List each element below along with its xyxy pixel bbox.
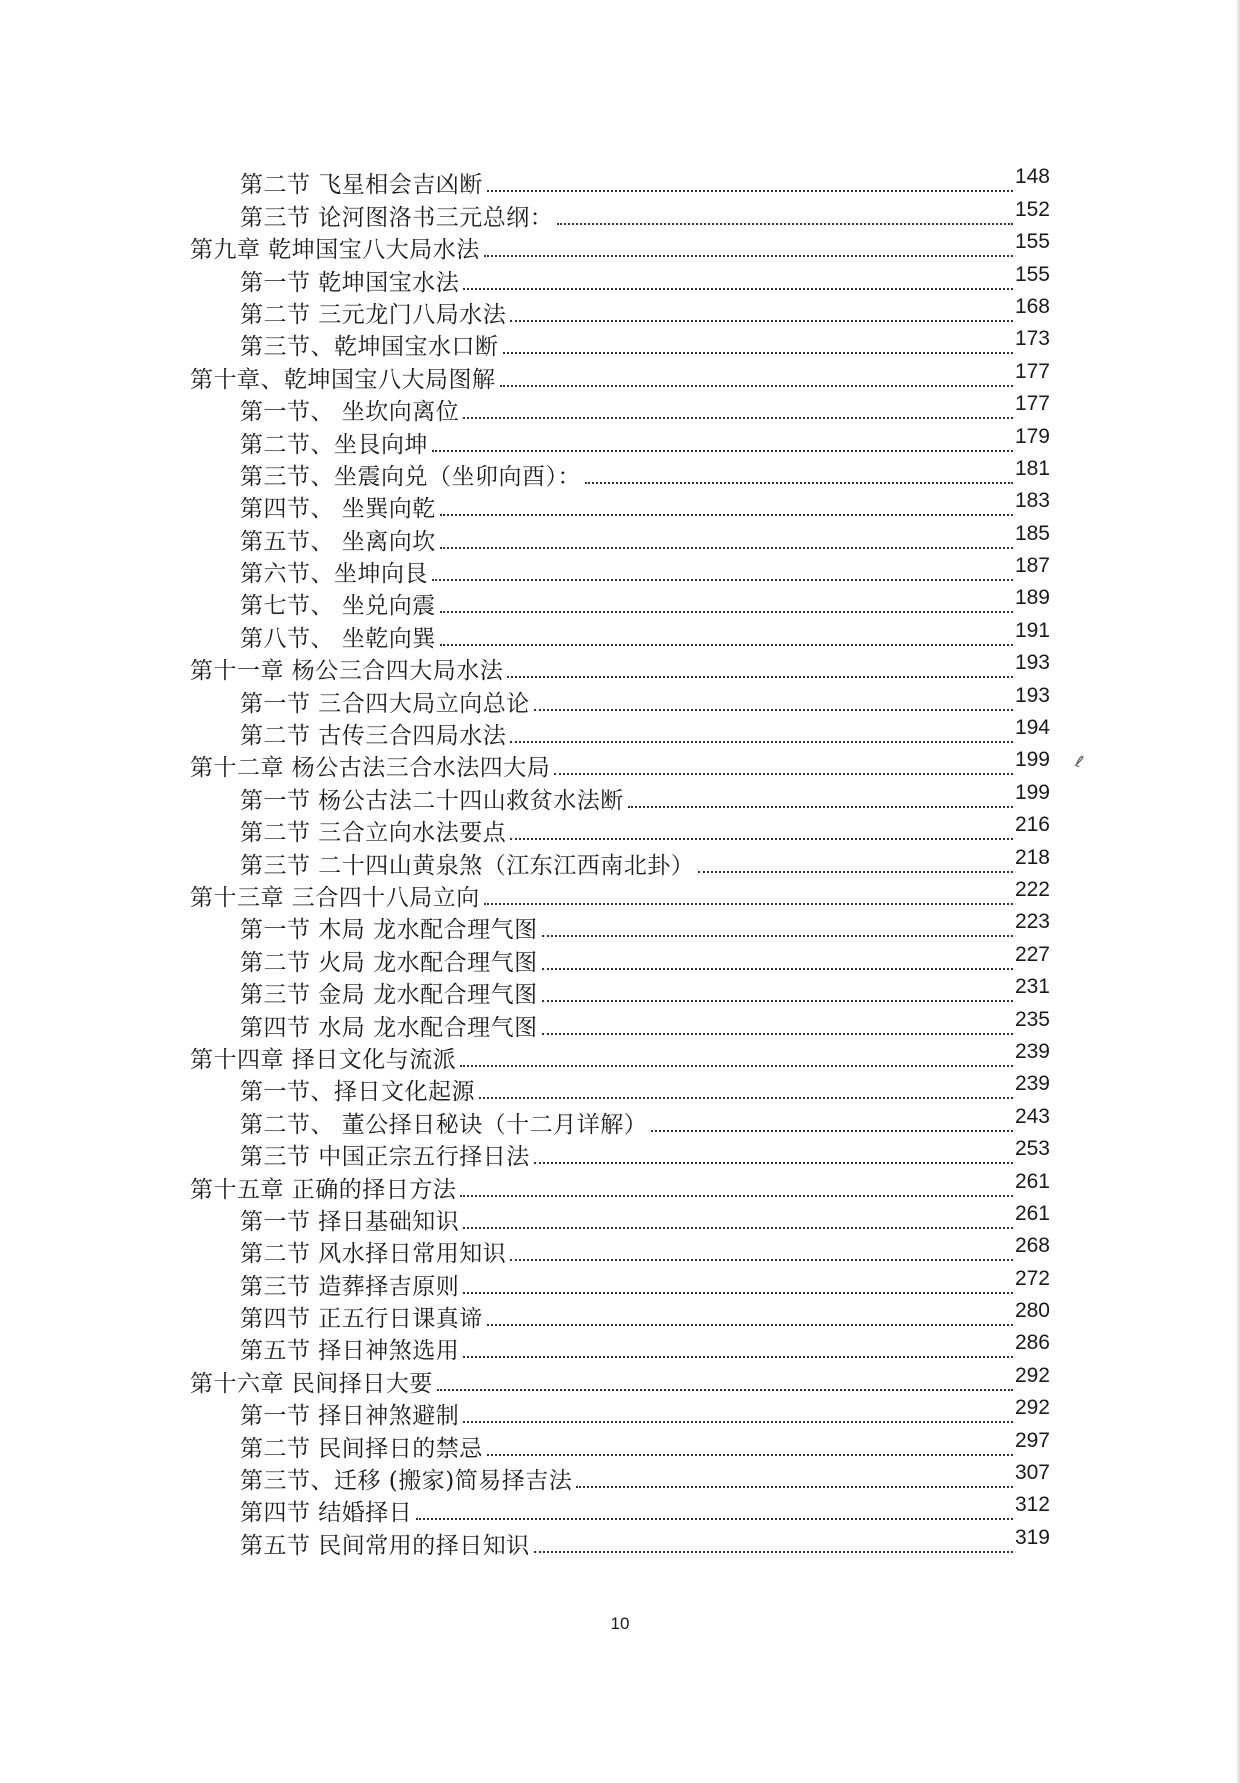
toc-entry-page: 148 — [1014, 165, 1050, 189]
toc-dot-leader — [440, 611, 1013, 613]
toc-dot-leader — [432, 579, 1013, 581]
toc-dot-leader — [542, 968, 1013, 970]
toc-dot-leader — [487, 190, 1013, 192]
toc-entry-title: 第二节、坐艮向坤 — [240, 431, 428, 458]
toc-entry-title: 第三节 造葬择吉原则 — [240, 1273, 460, 1300]
toc-entry-title: 第一节 乾坤国宝水法 — [240, 269, 460, 296]
toc-entry-title: 第五节 择日神煞选用 — [240, 1338, 460, 1365]
toc-section-entry — [190, 197, 1050, 232]
toc-section-entry — [190, 618, 1050, 653]
toc-entry-page: 189 — [1014, 586, 1050, 610]
toc-entry-title: 第一节 择日神煞避制 — [240, 1403, 460, 1430]
page-number: 10 — [610, 1614, 630, 1633]
toc-dot-leader — [437, 1389, 1013, 1391]
toc-section-entry — [190, 1137, 1050, 1172]
toc-dot-leader — [576, 1486, 1013, 1488]
toc-dot-leader — [460, 1065, 1013, 1067]
toc-section-entry — [190, 780, 1050, 815]
toc-entry-page: 179 — [1014, 424, 1050, 448]
toc-entry-page: 155 — [1014, 230, 1050, 254]
toc-section-entry — [190, 813, 1050, 848]
toc-dot-leader — [487, 1324, 1013, 1326]
toc-entry-title: 第五节、 坐离向坎 — [240, 528, 436, 555]
toc-entry-title: 第八节、 坐乾向巽 — [240, 625, 436, 652]
toc-entry-page: 193 — [1014, 651, 1050, 675]
toc-entry-title: 第二节 风水择日常用知识 — [240, 1241, 507, 1268]
toc-dot-leader — [440, 514, 1013, 516]
toc-entry-title: 第一节 择日基础知识 — [240, 1208, 460, 1235]
toc-entry-title: 第十一章 杨公三合四大局水法 — [190, 658, 504, 685]
toc-section-entry — [190, 1007, 1050, 1042]
toc-entry-page: 261 — [1014, 1201, 1050, 1225]
toc-entry-page: 199 — [1014, 748, 1050, 772]
toc-dot-leader — [463, 417, 1013, 419]
toc-entry-title: 第十三章 三合四十八局立向 — [190, 884, 480, 911]
toc-entry-title: 第十章、乾坤国宝八大局图解 — [190, 366, 496, 393]
toc-entry-page: 280 — [1014, 1299, 1050, 1323]
toc-entry-page: 216 — [1014, 813, 1050, 837]
toc-entry-page: 152 — [1014, 197, 1050, 221]
toc-entry-page: 177 — [1014, 392, 1050, 416]
toc-section-entry — [190, 489, 1050, 524]
toc-dot-leader — [510, 838, 1013, 840]
toc-section-entry — [190, 683, 1050, 718]
toc-entry-title: 第十二章 杨公古法三合水法四大局 — [190, 755, 551, 782]
toc-dot-leader — [542, 1033, 1013, 1035]
toc-section-entry — [190, 1299, 1050, 1334]
toc-dot-leader — [463, 1356, 1013, 1358]
toc-chapter-entry — [190, 1363, 1050, 1398]
toc-entry-title: 第四节 结婚择日 — [240, 1500, 413, 1527]
toc-entry-title: 第三节、迁移 (搬家)简易择吉法 — [240, 1468, 573, 1495]
toc-chapter-entry — [190, 1169, 1050, 1204]
toc-entry-page: 193 — [1014, 683, 1050, 707]
toc-entry-page: 194 — [1014, 716, 1050, 740]
toc-entry-page: 292 — [1014, 1363, 1050, 1387]
toc-entry-page: 239 — [1014, 1039, 1050, 1063]
toc-entry-page: 177 — [1014, 359, 1050, 383]
toc-entry-page: 286 — [1014, 1331, 1050, 1355]
toc-entry-title: 第二节 火局 龙水配合理气图 — [240, 949, 538, 976]
toc-dot-leader — [500, 385, 1013, 387]
toc-entry-title: 第一节、 坐坎向离位 — [240, 399, 460, 426]
toc-entry-title: 第十五章 正确的择日方法 — [190, 1176, 457, 1203]
toc-section-entry — [190, 392, 1050, 427]
toc-entry-page: 235 — [1014, 1007, 1050, 1031]
toc-entry-title: 第九章 乾坤国宝八大局水法 — [190, 237, 480, 264]
toc-section-entry — [190, 1461, 1050, 1496]
toc-entry-page: 227 — [1014, 942, 1050, 966]
toc-section-entry — [190, 554, 1050, 589]
toc-dot-leader — [484, 903, 1013, 905]
toc-section-entry — [190, 975, 1050, 1010]
toc-dot-leader — [698, 871, 1013, 873]
toc-dot-leader — [542, 1000, 1013, 1002]
toc-dot-leader — [484, 255, 1013, 257]
toc-entry-title: 第十四章 择日文化与流派 — [190, 1046, 457, 1073]
toc-entry-title: 第六节、坐坤向艮 — [240, 561, 428, 588]
page-edge-shadow — [1236, 0, 1240, 1783]
toc-dot-leader — [487, 1454, 1013, 1456]
toc-section-entry — [190, 1396, 1050, 1431]
toc-dot-leader — [510, 741, 1013, 743]
toc-entry-page: 168 — [1014, 294, 1050, 318]
toc-chapter-entry — [190, 359, 1050, 394]
toc-section-entry — [190, 165, 1050, 200]
toc-dot-leader — [503, 352, 1013, 354]
toc-entry-title: 第七节、 坐兑向震 — [240, 593, 436, 620]
toc-dot-leader — [463, 288, 1013, 290]
toc-section-entry — [190, 456, 1050, 492]
toc-section-entry — [190, 1201, 1050, 1237]
toc-entry-title: 第三节、乾坤国宝水口断 — [240, 334, 499, 361]
toc-section-entry — [190, 424, 1050, 459]
toc-entry-page: 191 — [1014, 618, 1050, 642]
toc-chapter-entry — [190, 1039, 1050, 1075]
toc-entry-title: 第二节 三元龙门八局水法 — [240, 301, 507, 328]
toc-entry-title: 第三节 金局 龙水配合理气图 — [240, 982, 538, 1009]
toc-section-entry — [190, 1428, 1050, 1463]
toc-chapter-entry — [190, 230, 1050, 265]
toc-dot-leader — [510, 1259, 1013, 1261]
toc-dot-leader — [534, 1162, 1013, 1164]
toc-section-entry — [190, 1493, 1050, 1528]
toc-entry-title: 第四节 水局 龙水配合理气图 — [240, 1014, 538, 1041]
table-of-contents — [190, 165, 1050, 1561]
toc-entry-page: 173 — [1014, 327, 1050, 351]
toc-dot-leader — [585, 482, 1013, 484]
toc-entry-page: 239 — [1014, 1072, 1050, 1096]
toc-entry-title: 第三节 二十四山黄泉煞（江东江西南北卦） — [240, 852, 695, 879]
toc-section-entry — [190, 1331, 1050, 1366]
toc-entry-page: 268 — [1014, 1234, 1050, 1258]
toc-dot-leader — [534, 709, 1013, 711]
toc-dot-leader — [416, 1518, 1013, 1520]
toc-entry-title: 第三节、坐震向兑（坐卯向酉）： — [240, 463, 581, 490]
toc-dot-leader — [440, 644, 1013, 646]
toc-section-entry — [190, 1104, 1050, 1139]
toc-entry-page: 155 — [1014, 262, 1050, 286]
toc-section-entry — [190, 845, 1050, 880]
toc-chapter-entry — [190, 748, 1050, 783]
toc-entry-title: 第二节 民间择日的禁忌 — [240, 1435, 483, 1462]
toc-dot-leader — [463, 1421, 1013, 1423]
toc-entry-title: 第四节、 坐巽向乾 — [240, 496, 436, 523]
toc-entry-page: 183 — [1014, 489, 1050, 513]
toc-entry-title: 第三节 中国正宗五行择日法 — [240, 1144, 530, 1171]
toc-entry-title: 第三节 论河图洛书三元总纲： — [240, 204, 554, 231]
toc-entry-page: 199 — [1014, 780, 1050, 804]
toc-section-entry — [190, 294, 1050, 330]
toc-entry-title: 第十六章 民间择日大要 — [190, 1370, 433, 1397]
toc-entry-page: 272 — [1014, 1266, 1050, 1290]
toc-entry-page: 187 — [1014, 554, 1050, 578]
toc-entry-title: 第一节 木局 龙水配合理气图 — [240, 917, 538, 944]
toc-dot-leader — [628, 806, 1013, 808]
toc-entry-page: 222 — [1014, 877, 1050, 901]
toc-entry-title: 第一节 杨公古法二十四山救贫水法断 — [240, 787, 624, 814]
toc-section-entry — [190, 716, 1050, 751]
toc-entry-page: 307 — [1014, 1461, 1050, 1485]
toc-section-entry — [190, 586, 1050, 621]
toc-entry-title: 第一节 三合四大局立向总论 — [240, 690, 530, 717]
toc-section-entry — [190, 521, 1050, 556]
toc-entry-page: 312 — [1014, 1493, 1050, 1517]
toc-dot-leader — [463, 1292, 1013, 1294]
toc-section-entry — [190, 910, 1050, 945]
toc-dot-leader — [440, 547, 1013, 549]
toc-dot-leader — [542, 935, 1013, 937]
toc-dot-leader — [479, 1097, 1013, 1099]
toc-entry-title: 第二节 飞星相会吉凶断 — [240, 172, 483, 199]
stray-pen-mark: ℓ — [1072, 751, 1086, 772]
toc-entry-title: 第五节 民间常用的择日知识 — [240, 1532, 530, 1559]
toc-entry-page: 261 — [1014, 1169, 1050, 1193]
toc-dot-leader — [557, 223, 1013, 225]
toc-dot-leader — [554, 773, 1013, 775]
toc-entry-title: 第四节 正五行日课真谛 — [240, 1306, 483, 1333]
toc-entry-page: 253 — [1014, 1137, 1050, 1161]
toc-entry-title: 第二节 古传三合四局水法 — [240, 723, 507, 750]
toc-dot-leader — [651, 1130, 1013, 1132]
toc-entry-title: 第二节 三合立向水法要点 — [240, 820, 507, 847]
toc-entry-page: 218 — [1014, 845, 1050, 869]
toc-entry-page: 185 — [1014, 521, 1050, 545]
toc-section-entry — [190, 942, 1050, 977]
toc-entry-page: 223 — [1014, 910, 1050, 934]
toc-chapter-entry — [190, 877, 1050, 913]
toc-dot-leader — [463, 1227, 1013, 1229]
toc-dot-leader — [460, 1195, 1013, 1197]
toc-entry-title: 第二节、 董公择日秘诀（十二月详解） — [240, 1111, 648, 1138]
toc-chapter-entry — [190, 651, 1050, 686]
toc-section-entry — [190, 1072, 1050, 1107]
toc-entry-page: 297 — [1014, 1428, 1050, 1452]
toc-section-entry — [190, 1234, 1050, 1269]
toc-entry-page: 319 — [1014, 1525, 1050, 1549]
toc-dot-leader — [432, 450, 1013, 452]
toc-entry-page: 292 — [1014, 1396, 1050, 1420]
toc-section-entry — [190, 1525, 1050, 1560]
toc-dot-leader — [534, 1551, 1013, 1553]
toc-section-entry — [190, 1266, 1050, 1301]
toc-dot-leader — [507, 676, 1013, 678]
toc-entry-page: 231 — [1014, 975, 1050, 999]
toc-entry-page: 243 — [1014, 1104, 1050, 1128]
toc-section-entry — [190, 327, 1050, 362]
toc-section-entry — [190, 262, 1050, 297]
toc-entry-title: 第一节、择日文化起源 — [240, 1079, 475, 1106]
toc-entry-page: 181 — [1014, 456, 1050, 480]
toc-dot-leader — [510, 320, 1013, 322]
